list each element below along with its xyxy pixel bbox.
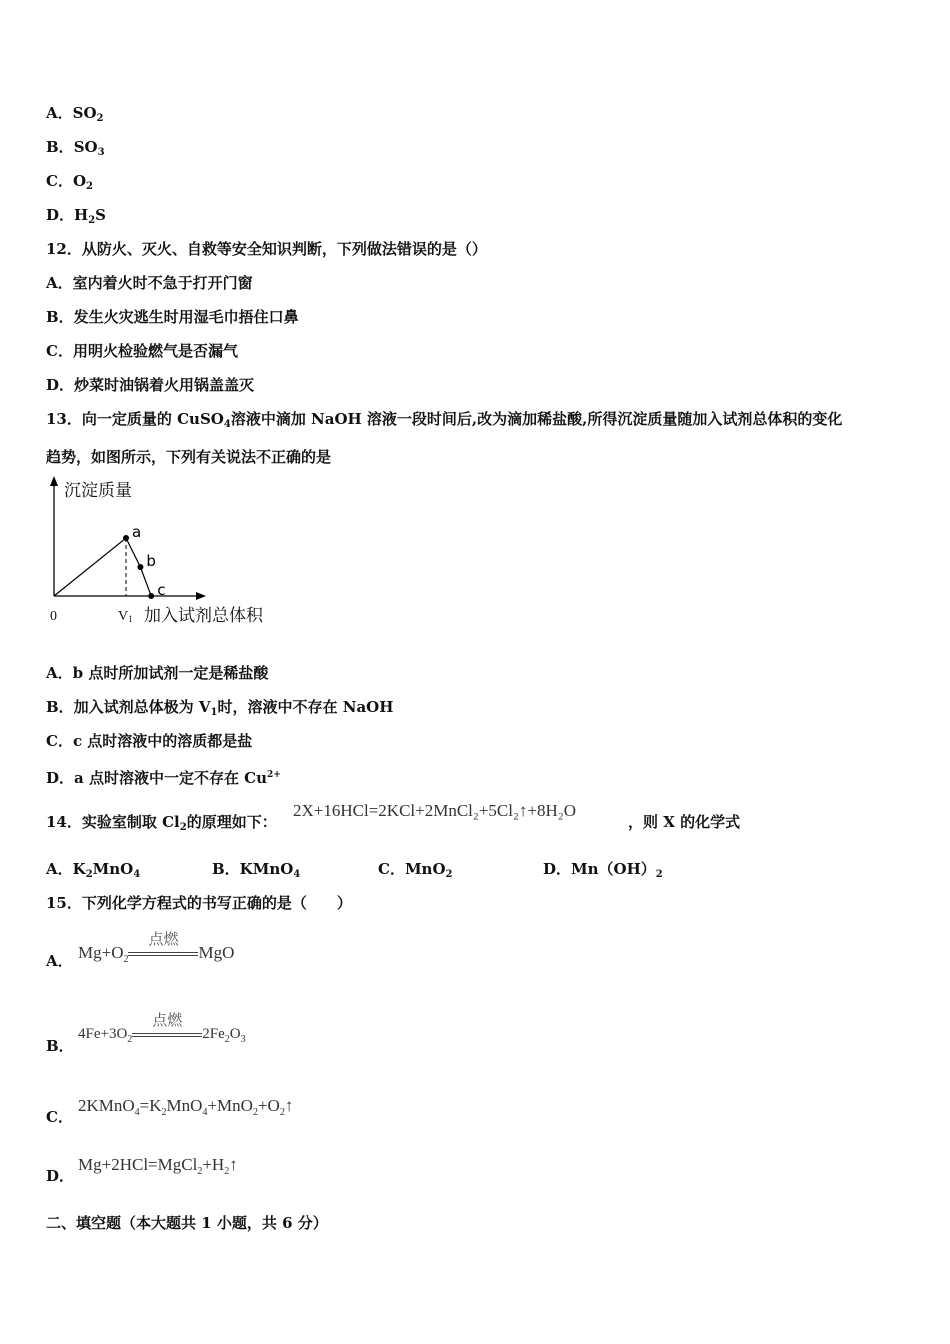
q15-stem: 15．下列化学方程式的书写正确的是（ ） bbox=[46, 894, 352, 912]
q12-option-b: B．发生火灾逃生时用湿毛巾捂住口鼻 bbox=[46, 308, 299, 326]
q13-stem: 13．向一定质量的 CuSO$_4$溶液中滴加 NaOH 溶液一段时间后,改为滴加稀盐酸,所得沉淀质量随加入试剂总体积的变化 bbox=[46, 410, 843, 430]
q15-option-a-label: A． bbox=[46, 952, 73, 970]
q15-option-b-label: B． bbox=[46, 1037, 74, 1055]
y-axis-arrow bbox=[50, 476, 58, 486]
q12-option-c: C．用明火检验燃气是否漏气 bbox=[46, 342, 238, 360]
q14-option-c: C．MnO$_2$ bbox=[378, 860, 453, 880]
origin-label: 0 bbox=[50, 609, 57, 624]
series-line bbox=[54, 538, 151, 596]
q14-option-d: D．$Mn(OH)_2$ bbox=[543, 860, 663, 880]
q12-stem: 12．从防火、灭火、自救等安全知识判断，下列做法错误的是（） bbox=[46, 240, 487, 258]
q14-stem: 14．实验室制取 $Cl_2$的原理如下： bbox=[46, 813, 277, 833]
q15-option-a-equation: $Mg+O_2$ 点燃 MgO bbox=[78, 930, 235, 965]
point-label-a: a bbox=[132, 523, 142, 541]
point-a bbox=[123, 535, 129, 541]
y-axis-label: 沉淀质量 bbox=[64, 481, 132, 501]
q15-option-b-equation: $4Fe+3O_2$ 点燃 $2Fe_2O_3$ bbox=[78, 1010, 246, 1045]
q15-option-c-label: C． bbox=[46, 1108, 73, 1126]
q13-option-d: D．a 点时溶液中一定不存在 $Cu^{2+}$ bbox=[46, 769, 281, 787]
q14-option-b: B．KMnO$_4$ bbox=[212, 860, 301, 880]
q14-equation: 2X+16HCl=2KCl+2MnCl₂+5Cl₂↑+8H₂O bbox=[293, 801, 576, 820]
q14-option-a: A．$K_2MnO_4$ bbox=[46, 860, 141, 880]
q11-option-d: D．$H_2S$ bbox=[46, 206, 107, 226]
q11-option-c: C．$O_2$ bbox=[46, 172, 93, 192]
q15-option-d-label: D． bbox=[46, 1167, 75, 1185]
q13-option-b: B．加入试剂总体极为 $V_1$时，溶液中不存在 NaOH bbox=[46, 698, 394, 718]
q13-stem-line2: 趋势，如图所示，下列有关说法不正确的是 bbox=[46, 448, 332, 466]
q15-option-c-equation: $2KMnO_4=K_2MnO_4+MnO_2+O_2↑$ bbox=[78, 1096, 294, 1118]
x-axis-label: 加入试剂总体积 bbox=[144, 606, 263, 626]
q11-option-b: B．$SO_3$ bbox=[46, 138, 105, 158]
x-axis-arrow bbox=[196, 592, 206, 600]
q12-option-a: A．室内着火时不急于打开门窗 bbox=[46, 274, 253, 292]
point-c bbox=[148, 593, 154, 599]
q12-option-d: D．炒菜时油锅着火用锅盖盖灭 bbox=[46, 376, 255, 394]
q11-option-a: A．$SO_2$ bbox=[46, 104, 104, 124]
point-label-b: b bbox=[146, 552, 156, 570]
q14-stem-tail: ，则 X 的化学式 bbox=[628, 813, 741, 831]
point-label-c: c bbox=[157, 581, 166, 599]
q13-option-c: C．c 点时溶液中的溶质都是盐 bbox=[46, 732, 253, 750]
q15-option-d-equation: $Mg+2HCl=MgCl_2+H_2↑$ bbox=[78, 1155, 238, 1177]
precipitate-chart bbox=[40, 474, 300, 634]
x-tick-label: V1 bbox=[118, 609, 133, 624]
point-b bbox=[137, 564, 143, 570]
q13-option-a: A．b 点时所加试剂一定是稀盐酸 bbox=[46, 664, 269, 682]
section-2-heading: 二、填空题（本大题共 1 小题，共 6 分） bbox=[46, 1214, 328, 1232]
